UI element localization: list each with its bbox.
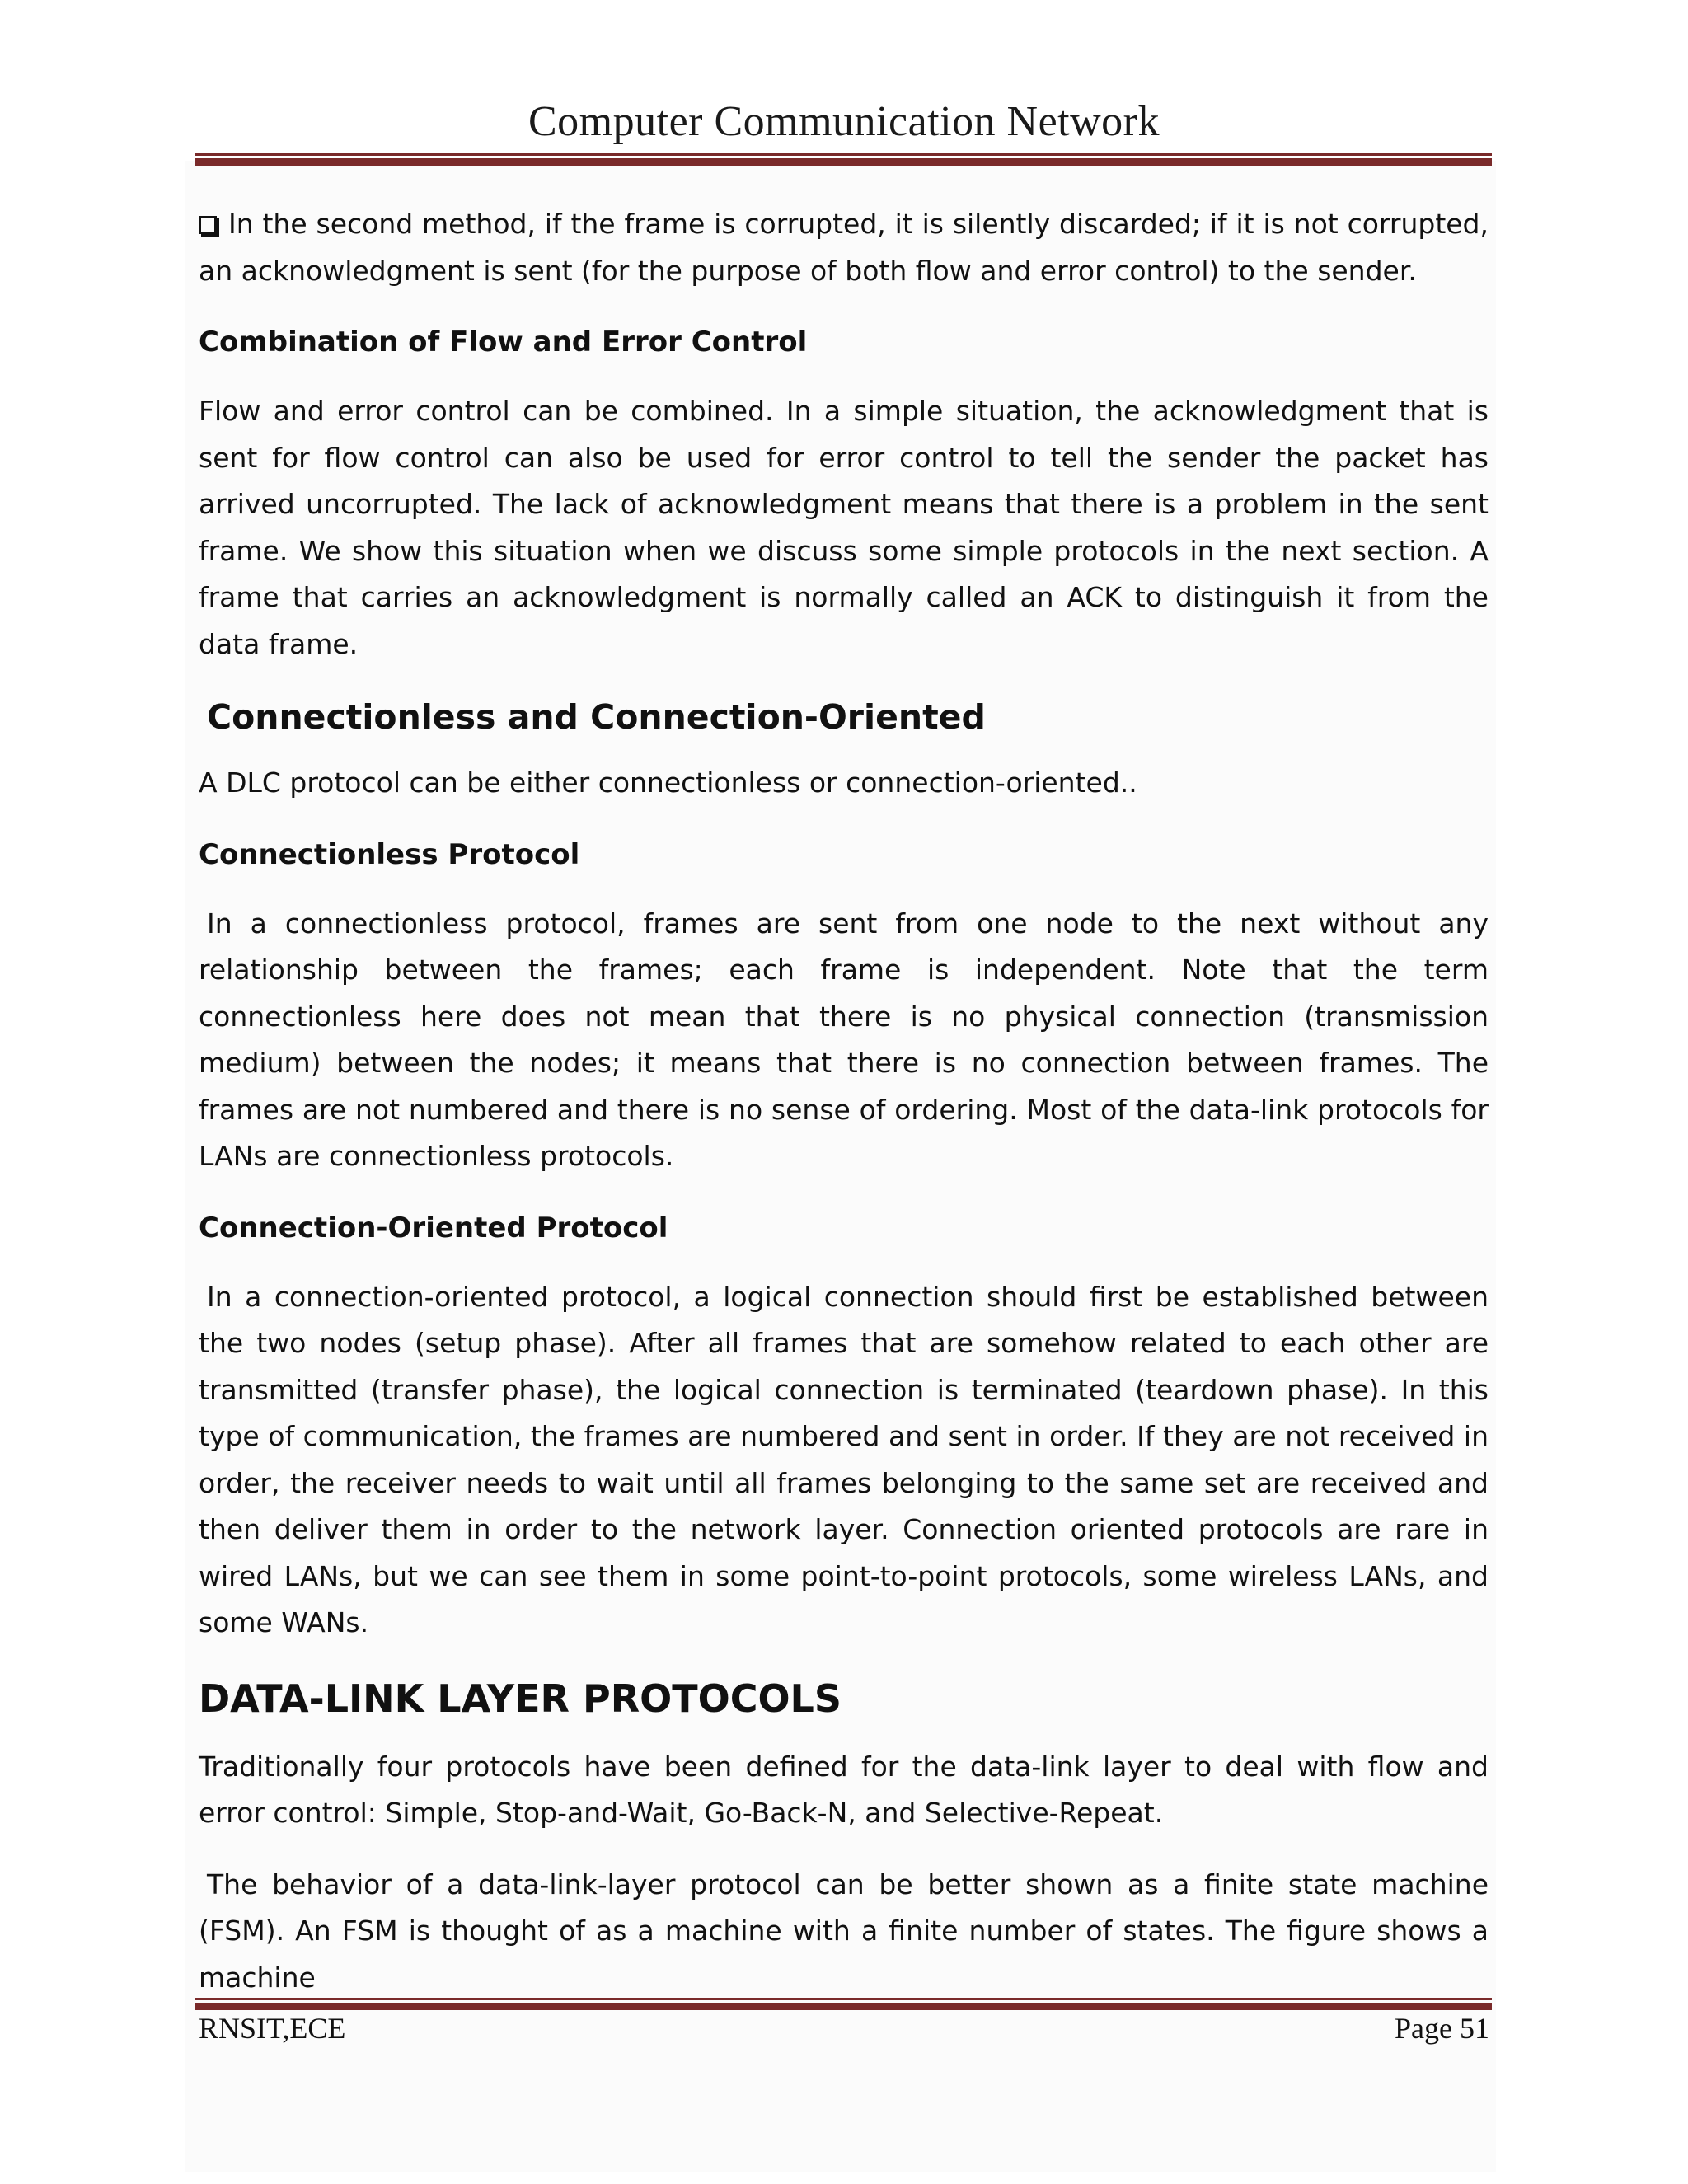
footer-page-number: Page 51 (1395, 2012, 1489, 2045)
combination-paragraph: Flow and error control can be combined. In a simple situation, the acknowledgment that is sent for flow control can also be used for error control to tell the sender the packet has arrived uncorrupted. The lack of acknowledgment means that there is a problem in the sent frame. We show this situation when we discuss some simple protocols in the next section. A frame that carries an acknowledgment is normally called an ACK to distinguish it from the data frame. (199, 395, 1489, 660)
connection-oriented-heading: Connection-Oriented Protocol (199, 1211, 668, 1244)
checkbox-bullet-icon (199, 216, 217, 234)
connectionless-paragraph (199, 901, 1489, 1180)
document-body (199, 201, 1489, 2001)
connection-oriented-paragraph (199, 1274, 1489, 1647)
header-rule (195, 153, 1492, 166)
connection-section-heading: Connectionless and Connection-Oriented (207, 697, 986, 737)
fsm-text: The behavior of a data-link-layer protocol can be better shown as a finite state machine (FSM). An FSM is thought of as a machine with a finite number of states. The figure shows a machine (199, 1868, 1489, 1994)
page-header-title: Computer Communication Network (528, 98, 1160, 145)
dll-protocols-paragraph: Traditionally four protocols have been defined for the data-link layer to deal with flow and error control: Simple, Stop-and-Wait, Go-Back-N, and Selective-Repeat. (199, 1750, 1489, 1829)
combination-heading: Combination of Flow and Error Control (199, 326, 808, 359)
footer-institution: RNSIT,ECE (199, 2012, 346, 2045)
bullet-text: In the second method, if the frame is corrupted, it is silently discarded; if it is not corrupted, an acknowledgment is sent (for the purpose of both flow and error control) to the sender. (199, 208, 1489, 287)
fsm-paragraph (199, 1862, 1489, 2002)
bullet-paragraph (199, 201, 1489, 294)
footer-rule (195, 1998, 1492, 2010)
connectionless-heading: Connectionless Protocol (199, 837, 580, 871)
connectionless-text: In a connectionless protocol, frames are sent from one node to the next without any relationship between the frames; each frame is independent. Note that the term connectionless here does not mean that there is no physical connection (transmission medium) between the nodes; it means that there is no connection between frames. The frames are not numbered and there is no sense of ordering. Most of the data-link protocols for LANs are connectionless protocols. (199, 907, 1489, 1172)
connection-oriented-text: In a connection-oriented protocol, a logical connection should first be established between the two nodes (setup phase). After all frames that are somehow related to each other are transmitted (transfer phase), the logical connection is terminated (teardown phase). In this type of communication, the frames are numbered and sent in order. If they are not received in order, the receiver needs to wait until all frames belonging to the same set are received and then deliver them in order to the network layer. Connection oriented protocols are rare in wired LANs, but we can see them in some point-to-point protocols, some wireless LANs, and some WANs. (199, 1280, 1489, 1638)
dll-protocols-heading: DATA-LINK LAYER PROTOCOLS (199, 1675, 842, 1721)
connection-intro-paragraph: A DLC protocol can be either connectionless or connection-oriented.. (199, 766, 1137, 799)
